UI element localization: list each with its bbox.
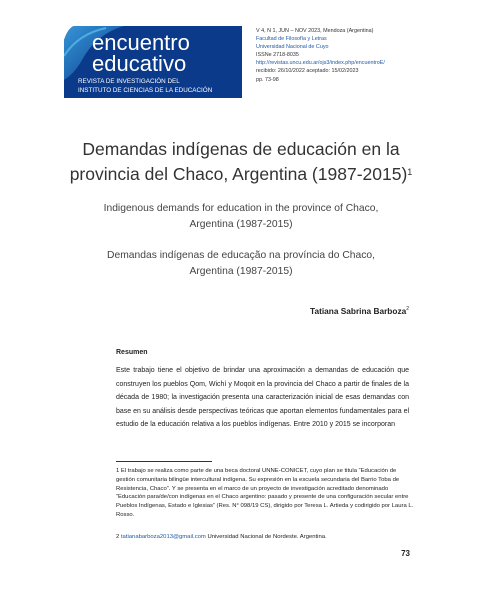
- footnote-2-number: 2: [116, 534, 120, 540]
- meta-url-link[interactable]: http://revistas.uncu.edu.ar/ojs3/index.php/encuentroE/: [256, 60, 385, 67]
- title-line-1: Demandas indígenas de educación en la: [82, 139, 400, 159]
- meta-faculty: Facultad de Filosofía y Letras: [256, 36, 327, 43]
- abstract-heading: Resumen: [116, 349, 148, 356]
- title-portuguese: [40, 248, 442, 280]
- meta-university: Universidad Nacional de Cuyo: [256, 44, 329, 51]
- footnote-2-text: Universidad Nacional de Nordeste. Argentina.: [205, 534, 327, 540]
- footnote-1: 1 El trabajo se realiza como parte de una beca doctoral UNNE-CONICET, cuyo plan se titula “Educación de gestión comunitaria bilingüe intercultural indígena. Su expresión en la escuela secundaria del Barrio Toba de Resistencia, Chaco”. Y se presenta en el marco de un proyecto de investigación acreditado denominado “Educación para/de/con indígenas en el Chaco argentino: pasado y presente de una configuración secular entre Pueblos Indígenas, Estado e Iglesias” (Res. N° 098/19 CS), dirigido por Teresa L. Artieda y codirigido por Laura L. Rosso.: [116, 468, 414, 518]
- footnote-2: [116, 533, 416, 542]
- meta-dates: recibido: 26/10/2022 aceptado: 15/02/2023: [256, 68, 359, 75]
- logo-word-encuentro: encuentro: [92, 30, 190, 55]
- journal-metadata: [256, 27, 476, 84]
- title-footnote-ref[interactable]: 1: [407, 167, 413, 177]
- logo-subtitle-2: INSTITUTO DE CIENCIAS DE LA EDUCACIÓN: [78, 87, 213, 94]
- author-email-link[interactable]: tatianabarboza2013@gmail.com: [120, 534, 206, 540]
- meta-issn: ISSNe 2718-8035: [256, 52, 299, 59]
- journal-logo: [64, 26, 242, 98]
- author-name: Tatiana Sabrina Barboza: [310, 306, 407, 316]
- author-footnote-ref[interactable]: 2: [406, 306, 409, 313]
- title-portuguese-line-2: Argentina (1987-2015): [189, 266, 293, 277]
- author: [310, 306, 409, 316]
- footnote-divider: [116, 461, 212, 462]
- title-portuguese-line-1: Demandas indígenas de educação na província do Chaco,: [107, 250, 375, 261]
- logo-word-educativo: educativo: [92, 51, 187, 76]
- page-number: 73: [401, 549, 410, 558]
- meta-pages: pp. 73-98: [256, 76, 279, 83]
- title-english: [40, 201, 442, 233]
- article-title: [40, 137, 442, 187]
- meta-volume: V 4, N 1, JUN – NOV 2023, Mendoza (Argentina): [256, 28, 374, 34]
- title-english-line-1: Indigenous demands for education in the province of Chaco,: [103, 203, 379, 214]
- title-english-line-2: Argentina (1987-2015): [189, 219, 293, 230]
- logo-subtitle-1: REVISTA DE INVESTIGACIÓN DEL: [78, 78, 180, 85]
- title-line-2: provincia del Chaco, Argentina (1987-2015): [69, 164, 408, 184]
- abstract-text: Este trabajo tiene el objetivo de brindar una aproximación a demandas de educación que construyen los pueblos Qom, Wichí y Moqoit en la provincia del Chaco a partir de finales de la década de 1980; la investigación presenta una caracterización inicial de esas demandas con base en su análisis desde perspectivas teóricas que aportan elementos fundamentales para el estudio de la educación relativa a los pueblos indígenas. Entre 2010 y 2015 se incorporan: [116, 367, 410, 429]
